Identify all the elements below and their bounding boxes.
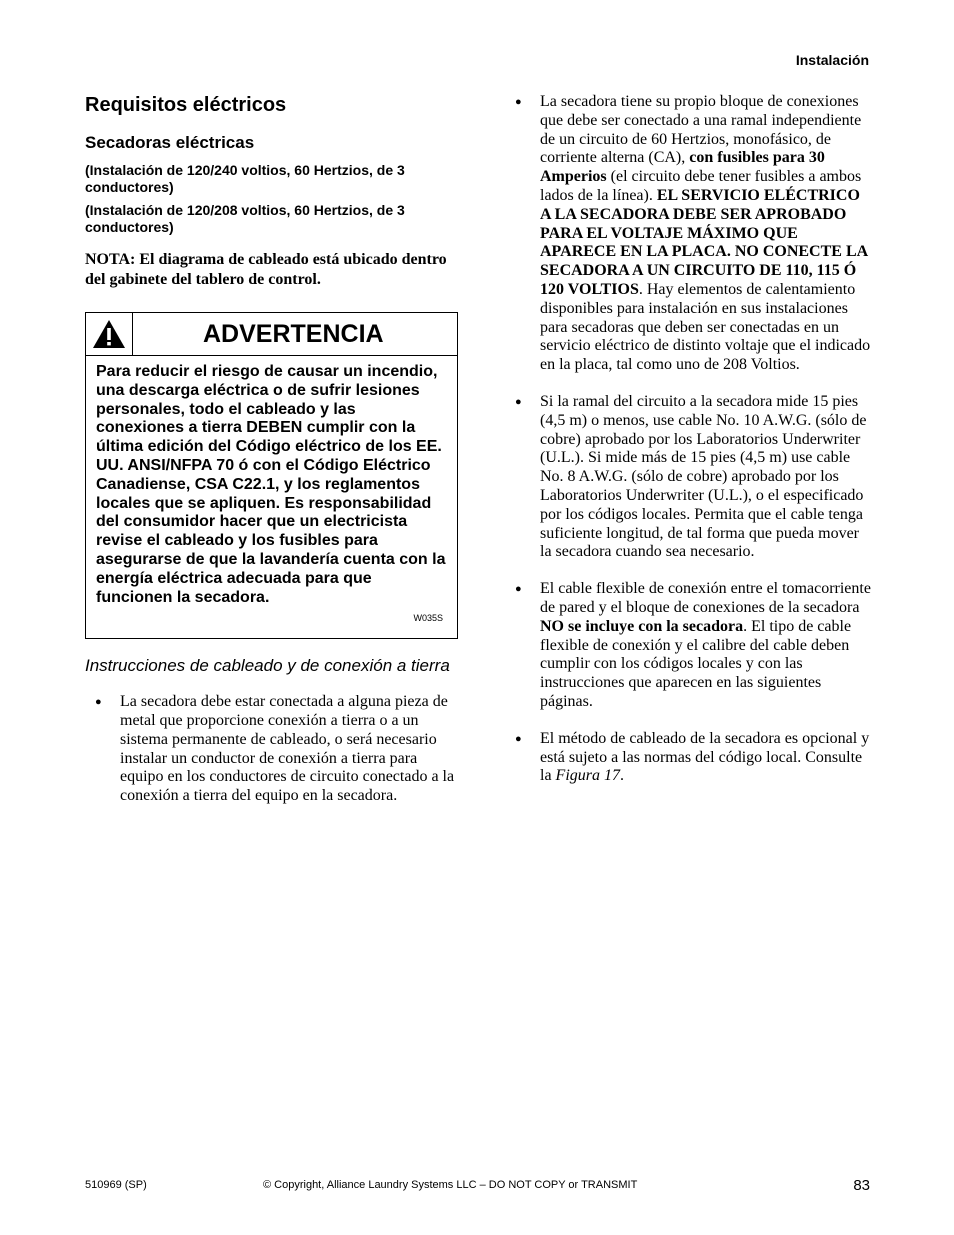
install-spec-240: (Instalación de 120/240 voltios, 60 Hertzios, de 3 conductores) xyxy=(85,162,405,196)
note-wiring-diagram: NOTA: El diagrama de cableado está ubicado dentro del gabinete del tablero de control. xyxy=(85,251,447,289)
right-column xyxy=(505,93,873,804)
warning-body xyxy=(86,356,457,638)
list-item: ● La secadora tiene su propio bloque de conexiones que debe ser conectado a una ramal independiente de un circuito de 60 Hertzios, monofásico, de corriente alterna (CA), con fusibles para 30 Amperios (el circuito debe tener fusibles a ambos lados de la línea). EL SERVICIO ELÉCTRICO A LA SECADORA DEBE SER APROBADO PARA EL VOLTAJE MÁXIMO QUE APARECE EN LA PLACA. NO CONECTE LA SECADORA A UN CIRCUITO DE 110, 115 Ó 120 VOLTIOS. Hay elementos de calentamiento disponibles para instalación en sus instalaciones para secadoras que deben ser conectadas en un servicio eléctrico de distinto voltaje que el indicado en la placa, tal como uno de 208 Voltios. xyxy=(505,93,873,375)
warning-header xyxy=(86,313,457,356)
subheading-electric-dryers: Secadoras eléctricas xyxy=(85,133,255,152)
warning-triangle-icon xyxy=(86,313,133,355)
install-spec-208: (Instalación de 120/208 voltios, 60 Hertzios, de 3 conductores) xyxy=(85,202,405,236)
list-item: ● Si la ramal del circuito a la secadora mide 15 pies (4,5 m) o menos, use cable No. 10 A.W.G. (sólo de cobre) aprobado por los Laboratorios Underwriter (U.L.). Si mide más de 15 pies (4,5 m) use cable No. 8 A.W.G. (sólo de cobre) aprobado por los Laboratorios Underwriter (U.L.), o el especificado por los códigos locales. Permita que el cable tenga suficiente longitud, de tal forma que pueda mover la secadora cuando sea necesario. xyxy=(505,393,873,562)
figure-reference: Figura 17 xyxy=(555,767,620,785)
page-footer xyxy=(85,1177,870,1197)
warning-text: Para reducir el riesgo de causar un incendio, una descarga eléctrica o de sufrir lesiones personales, todo el cableado y las conexiones a tierra DEBEN cumplir con la última edición del Código eléctrico de los EE. UU. ANSI/NFPA 70 ó con el Código Eléctrico Canadiense, CSA C22.1, y los reglamentos locales que se apliquen. Es responsabilidad del consumidor hacer que un electricista revise el cableado y los fusibles para asegurarse de que la lavandería cuenta con la energía eléctrica adecuada para que funcionen la secadora. xyxy=(96,363,446,606)
right-bullet-list xyxy=(505,93,873,786)
warning-title: ADVERTENCIA xyxy=(203,319,384,348)
wiring-instructions-heading: Instrucciones de cableado y de conexión a tierra xyxy=(85,656,450,676)
page-number: 83 xyxy=(853,1177,870,1194)
left-bullet-list xyxy=(85,693,460,806)
section-title: Instalación xyxy=(795,52,869,68)
warning-code: W035S xyxy=(413,613,443,624)
copyright-notice: © Copyright, Alliance Laundry Systems LLC – DO NOT COPY or TRANSMIT xyxy=(263,1179,638,1191)
left-column xyxy=(85,92,460,824)
list-item: ● El método de cableado de la secadora es opcional y está sujeto a las normas del código local. Consulte la Figura 17. xyxy=(505,730,873,786)
list-item: ● La secadora debe estar conectada a alguna pieza de metal que proporcione conexión a tierra o a un sistema permanente de cableado, o será necesario instalar un conductor de conexión a tierra para equipo en los conductores de circuito conectado a la conexión a tierra del equipo en la secadora. xyxy=(85,693,460,806)
warning-box xyxy=(85,312,458,639)
list-item: ● El cable flexible de conexión entre el tomacorriente de pared y el bloque de conexiones de la secadora NO se incluye con la secadora. El tipo de cable flexible de conexión y el calibre del cable deben cumplir con los códigos locales y con las instrucciones que aparecen en las siguientes páginas. xyxy=(505,580,873,712)
heading-electrical-requirements: Requisitos eléctricos xyxy=(85,94,287,116)
document-code: 510969 (SP) xyxy=(85,1179,147,1191)
